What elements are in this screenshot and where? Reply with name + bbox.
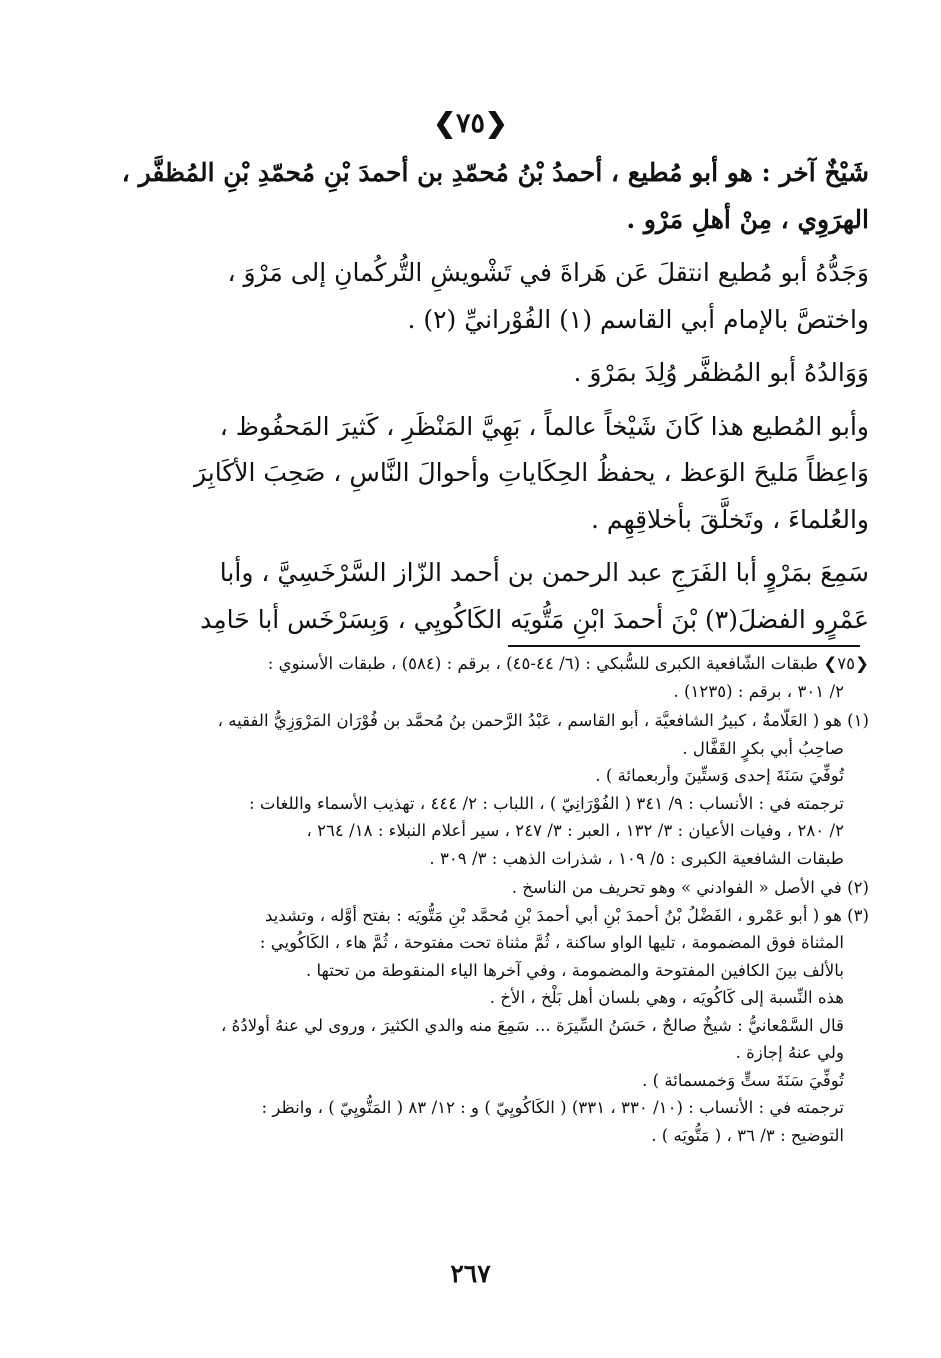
footnote-line: ترجمته في : الأنساب : ٩/ ٣٤١ ( الفُوْرَانِيّ ) ، اللباب : ٢/ ٤٤٤ ، تهذيب الأسماء واللغات : [249,793,844,813]
text-line: وأبو المُطيع هذا كَانَ شَيْخاً عالماً ، بَهِيَّ المَنْظَرِ ، كَثيرَ المَحفُوظ ، [219,411,869,441]
text-line: شَيْخٌ آخر : هو أبو مُطيع ، أحمدُ بْنُ مُحمّدِ بن أحمدَ بْنِ مُحمّدِ بْنِ المُظفَّر ، [121,158,869,187]
footnote-line: ٢/ ٢٨٠ ، وفيات الأعيان : ٣/ ١٣٢ ، العبر : ٣/ ٢٤٧ ، سير أعلام النبلاء : ١٨/ ٢٦٤ ، [306,821,844,840]
text-line: وَجَدُّهُ أبو مُطيع انتقلَ عَن هَراةَ في تَشْويشِ التُّركُمانِ إلى مَرْوَ ، [227,258,869,287]
footnote-line: التوضيح : ٣/ ٣٦ ، ( مَتُّويَه ) . [651,1125,844,1145]
footnote-line: قال السَّمْعانيُّ : شيخٌ صالحٌ ، حَسَنُ السِّيرَة ... سَمِعَ منه والدي الكثيرَ ، وروى لي عنهُ أولادُهُ ، [221,1015,844,1035]
footnote-line: طبقات الشافعية الكبرى : ٥/ ١٠٩ ، شذرات الذهب : ٣/ ٣٠٩ . [429,848,844,868]
footnote-line: بالألف بينَ الكافين المفتوحة والمضمومة ، وفي آخرها الياء المنقوطة من تحتها . [305,960,844,980]
footnote-line: ولي عنهُ إجازة . [735,1043,844,1062]
text-line: وَاعِظاً مَليحَ الوَعظ ، يحفظُ الحِكَاياتِ وأحوالَ النَّاسِ ، صَحِبَ الأكَابِرَ [194,458,869,487]
page-number: ٢٦٧ [450,1259,491,1288]
footnote-line: (٢) في الأصل « الفوادني » وهو تحريف من الناسخ . [511,878,869,897]
footnote-line: تُوفِّيَ سَنَةَ إحدى وَستِّينَ وأربعمائة ) . [595,766,844,785]
main-text [92,150,869,643]
footnote-line: (٣) هو ( أبو عَمْرو ، الفَضْلُ بْنُ أحمدَ بْنِ أبي أحمدَ بْنِ مُحمَّد بْنِ مَتُّويَه : بفتح أوَّله ، وتشديد [264,905,869,925]
text-line: سَمِعَ بمَرْوٍ أبا الفَرَجِ عبد الرحمن بن أحمد الزّاز السَّرْخَسِيَّ ، وأبا [219,558,869,587]
footnote-line: ترجمته في : الأنساب : (١٠/ ٣٣٠ ، ٣٣١) ( الكَاكُويِيّ ) و : ١٢/ ٨٣ ( المَتُّويِيّ ) ، وانظر : [261,1098,844,1117]
text-line: واختصَّ بالإمام أبي القاسم (١) الفُوْرانيِّ (٢) . [407,304,869,334]
footnote-line: تُوفِّيَ سَنَةَ ستٍّ وَخمسمائة ) . [642,1070,844,1090]
footnotes [92,650,869,1149]
footnote-line: هذه النِّسبة إلى كَاكُويَه ، وهي بلسان أهل بَلْخ ، الأخ . [489,988,844,1007]
footnote-line: ٢/ ٣٠١ ، برقم : (١٢٣٥) . [673,681,844,701]
footnote-line: المثناة فوق المضمومة ، تليها الواو ساكنة ، ثُمَّ مثناة تحت مفتوحة ، ثُمَّ هاء ، الكَاكُويي : [259,933,844,952]
entry-number: ❮٧٥❯ [433,108,508,139]
footnote-line: ❮٧٥❯ طبقات الشّافعية الكبرى للسُّبكي : (٦/ ٤٤-٤٥) ، برقم : (٥٨٤) ، طبقات الأسنوي : [267,654,869,673]
text-line: عَمْرٍو الفضلَ(٣) بْنَ أحمدَ ابْنِ مَتُّويَه الكَاكُويِي ، وَبِسَرْخَس أبا حَامِد [200,604,869,634]
text-line: الهرَوِي ، مِنْ أهلِ مَرْو . [626,204,869,234]
footnote-divider [508,645,860,647]
text-line: وَوَالدُهُ أبو المُظفَّر وُلِدَ بمَرْوَ . [573,358,869,387]
text-line: والعُلماءَ ، وتَخلَّقَ بأخلاقِهِم . [591,504,869,534]
footnote-line: (١) هو ( العَلّامةُ ، كبيرُ الشافعيَّة ، أبو القاسم ، عَبْدُ الرَّحمن بنُ مُحمَّد بن فُوْرَان المَرْوَزِيُّ الفقيه ، [217,711,869,730]
footnote-line: صاحِبُ أبي بكرٍ القَفَّال . [682,738,844,758]
